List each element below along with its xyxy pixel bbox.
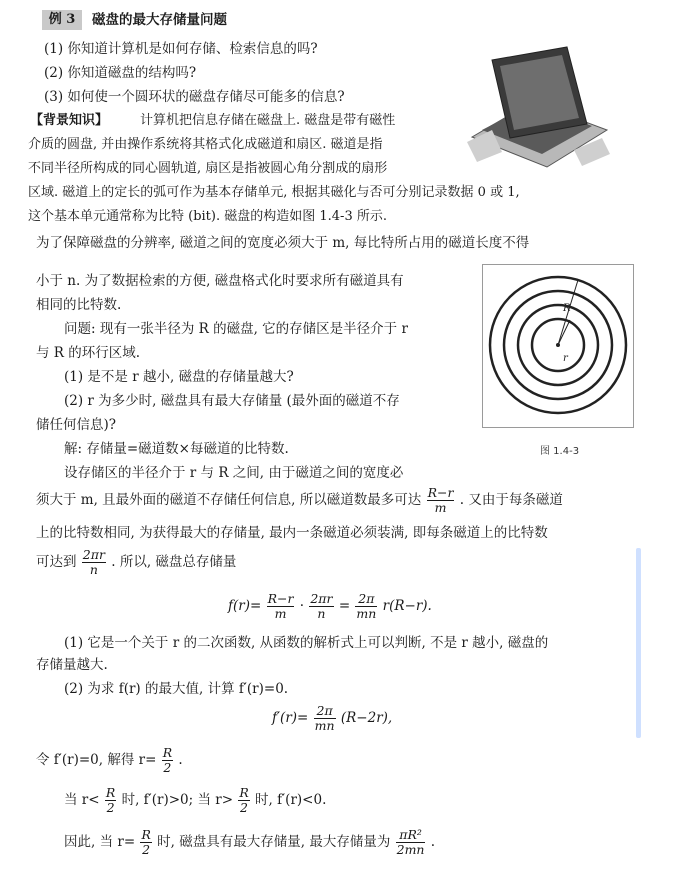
body-line-bits — [36, 548, 236, 577]
figure-caption: 图 1.4-3 — [540, 446, 580, 457]
scroll-indicator — [636, 548, 641, 738]
question-1: (1) 你知道计算机是如何存储、检索信息的吗? — [44, 41, 318, 57]
body-line: 相同的比特数. — [36, 297, 122, 313]
fraction: $\frac{2\pi}{mn}$ — [314, 703, 335, 733]
diagram-label-r: r — [563, 353, 568, 364]
fraction: $\frac{R}{2}$ — [162, 745, 173, 775]
body-line: (1) 是不是 r 越小, 磁盘的存储量越大? — [64, 369, 294, 385]
fraction-max: $\frac{\text{πR²}}{2mn}$ — [396, 827, 425, 857]
fraction: $\frac{2\pi}{mn}$ — [356, 591, 377, 621]
disk-diagram — [482, 264, 634, 428]
fraction: $\frac{2\pi r}{n}$ — [310, 591, 333, 621]
fraction: $\frac{R-r}{m}$ — [267, 591, 294, 621]
background-line: 区域. 磁道上的定长的弧可作为基本存储单元, 根据其磁化与否可分别记录数据 0 或 1, — [28, 185, 520, 200]
background-line: 介质的圆盘, 并由操作系统将其格式化成磁道和扇区. 磁道是指 — [28, 137, 383, 152]
body-line: 存储量越大. — [36, 657, 108, 673]
body-line: 问题: 现有一张半径为 R 的磁盘, 它的存储区是半径介于 r — [64, 321, 408, 337]
fraction-tracks: $\frac{R-r}{m}$ — [427, 485, 454, 515]
background-label: 【背景知识】 — [30, 113, 109, 128]
body-line-tracks — [36, 486, 563, 515]
body-line: 为了保障磁盘的分辨率, 磁道之间的宽度必须大于 m, 每比特所占用的磁道长度不得 — [36, 235, 530, 251]
question-2: (2) 你知道磁盘的结构吗? — [44, 65, 197, 81]
example-tag: 例 3 — [42, 10, 82, 30]
body-line: 小于 n. 为了数据检索的方便, 磁盘格式化时要求所有磁道具有 — [36, 273, 404, 289]
fraction: $\frac{R}{2}$ — [239, 785, 249, 815]
text: 须大于 m, 且最外面的磁道不存储任何信息, 所以磁道数最多可达 — [36, 492, 422, 508]
fraction-bits: $\frac{2\pi r}{n}$ — [82, 547, 105, 577]
question-3: (3) 如何使一个圆环状的磁盘存储尽可能多的信息? — [44, 89, 345, 105]
body-line-solve: 令 f′(r)=0, 解得 r= $\frac{R}{2}$ . — [36, 745, 183, 775]
diagram-label-R: R — [563, 303, 571, 314]
body-line: 上的比特数相同, 为获得最大的存储量, 最内一条磁道必须装满, 即每条磁道上的比特数 — [36, 525, 548, 541]
formula-storage: f(r)= $\frac{R-r}{m}$ · $\frac{2\pi r}{n}$ = $\frac{2\pi}{mn}$ r(R−r). — [228, 591, 432, 621]
laptop-illustration — [462, 42, 612, 170]
fraction: $\frac{R}{2}$ — [141, 827, 151, 857]
background-line: 计算机把信息存储在磁盘上. 磁盘是带有磁性 — [140, 113, 396, 128]
background-line: 不同半径所构成的同心圆轨道, 扇区是指被圆心角分割成的扇形 — [28, 161, 388, 176]
text: . 所以, 磁盘总存储量 — [111, 554, 237, 570]
body-line: 解: 存储量=磁道数×每磁道的比特数. — [64, 441, 289, 457]
body-line-sign: 当 r< $\frac{R}{2}$ 时, f′(r)>0; 当 r> $\frac{R}{2}$ 时, f′(r)<0. — [64, 785, 327, 815]
background-line: 这个基本单元通常称为比特 (bit). 磁盘的构造如图 1.4-3 所示. — [28, 209, 387, 224]
body-line: 储任何信息)? — [36, 417, 117, 433]
body-line: 设存储区的半径介于 r 与 R 之间, 由于磁道之间的宽度必 — [64, 465, 404, 481]
text: . 又由于每条磁道 — [459, 492, 563, 508]
formula-derivative: f′(r)= $\frac{2\pi}{mn}$ (R−2r), — [272, 703, 393, 733]
fraction: $\frac{R}{2}$ — [105, 785, 116, 815]
body-line: (2) r 为多少时, 磁盘具有最大存储量 (最外面的磁道不存 — [64, 393, 400, 409]
body-line: (2) 为求 f(r) 的最大值, 计算 f′(r)=0. — [64, 681, 289, 697]
text: 可达到 — [36, 554, 77, 570]
body-line: 与 R 的环行区域. — [36, 345, 141, 361]
body-line-conclusion: 因此, 当 r= $\frac{R}{2}$ 时, 磁盘具有最大存储量, 最大存储量为 $\frac{\text{πR²}}{2mn}$ . — [64, 827, 436, 857]
example-title: 磁盘的最大存储量问题 — [92, 12, 227, 28]
body-line: (1) 它是一个关于 r 的二次函数, 从函数的解析式上可以判断, 不是 r 越小, 磁盘的 — [64, 635, 549, 651]
